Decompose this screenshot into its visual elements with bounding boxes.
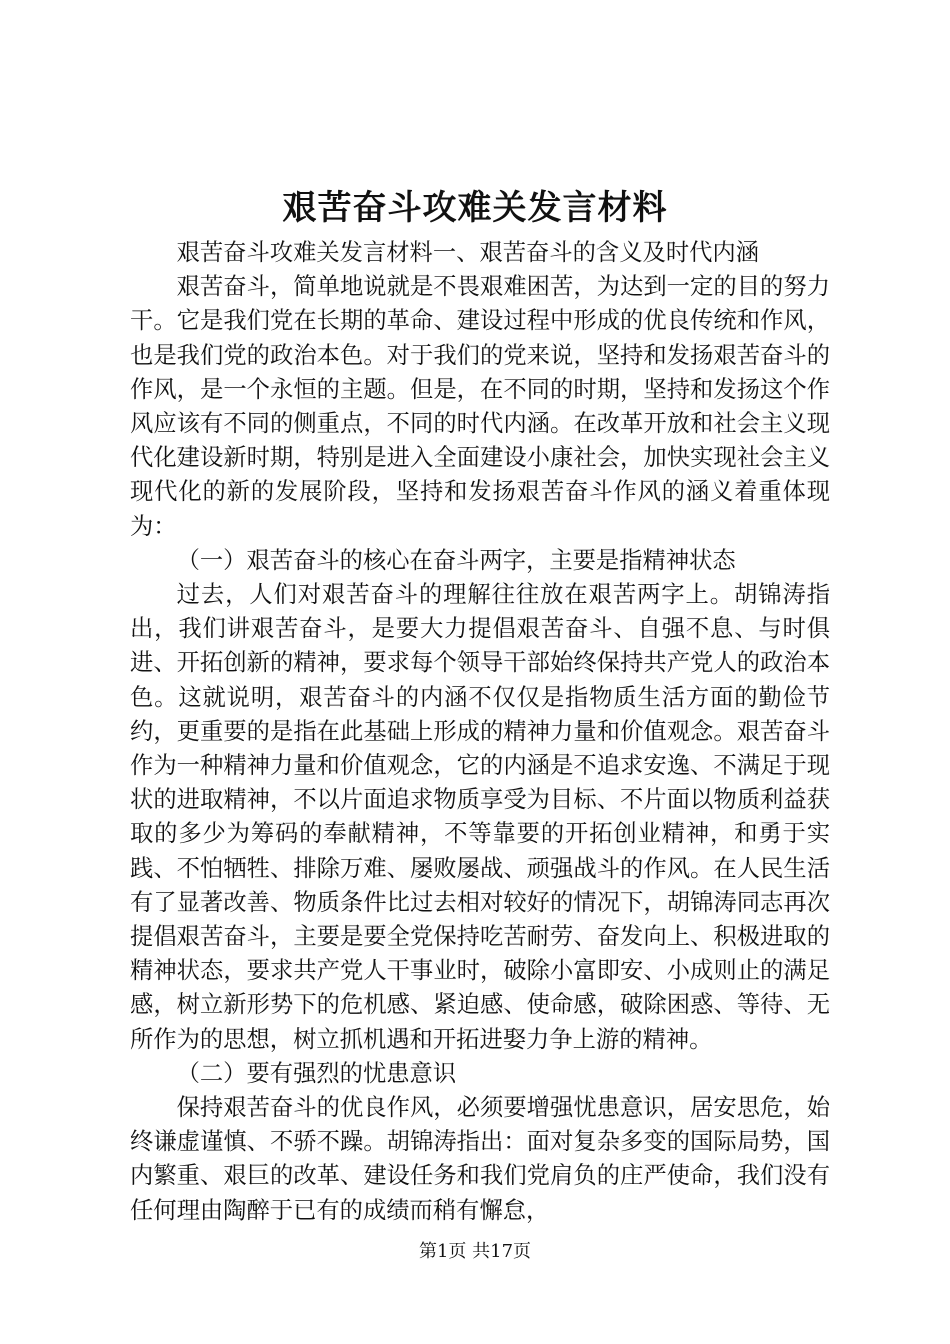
paragraph-definition: 艰苦奋斗，简单地说就是不畏艰难困苦，为达到一定的目的努力干。它是我们党在长期的革命、建设过程中形成的优良传统和作风，也是我们党的政治本色。对于我们的党来说，坚持和发扬艰苦奋斗的作风，是一个永恒的主题。但是，在不同的时期，坚持和发扬这个作风应该有不同的侧重点，不同的时代内涵。在改革开放和社会主义现代化建设新时期，特别是进入全面建设小康社会，加快实现社会主义现代化的新的发展阶段，坚持和发扬艰苦奋斗作风的涵义着重体现为： xyxy=(130,273,830,540)
paragraph-section-2: 保持艰苦奋斗的优良作风，必须要增强忧患意识，居安思危，始终谦虚谨慎、不骄不躁。胡锦涛指出：面对复杂多变的国际局势，国内繁重、艰巨的改革、建设任务和我们党肩负的庄严使命，我们没有任何理由陶醉于已有的成绩而稍有懈怠， xyxy=(130,1094,830,1224)
page-number-footer: 第1页 共17页 xyxy=(418,1241,532,1262)
paragraph-section-1: 过去，人们对艰苦奋斗的理解往往放在艰苦两字上。胡锦涛指出，我们讲艰苦奋斗，是要大力提倡艰苦奋斗、自强不息、与时俱进、开拓创新的精神，要求每个领导干部始终保持共产党人的政治本色。这就说明，艰苦奋斗的内涵不仅仅是指物质生活方面的勤俭节约，更重要的是指在此基础上形成的精神力量和价值观念。艰苦奋斗作为一种精神力量和价值观念，它的内涵是不追求安逸、不满足于现状的进取精神，不以片面追求物质享受为目标、不片面以物质利益获取的多少为筹码的奉献精神，不等靠要的开拓创业精神，和勇于实践、不怕牺牲、排除万难、屡败屡战、顽强战斗的作风。在人民生活有了显著改善、物质条件比过去相对较好的情况下，胡锦涛同志再次提倡艰苦奋斗，主要是要全党保持吃苦耐劳、奋发向上、积极进取的精神状态，要求共产党人干事业时，破除小富即安、小成则止的满足感，树立新形势下的危机感、紧迫感、使命感，破除困惑、等待、无所作为的思想，树立抓机遇和开拓进娶力争上游的精神。 xyxy=(130,581,830,1053)
section-heading-2: （二）要有强烈的忧患意识 xyxy=(176,1059,457,1087)
document-title: 艰苦奋斗攻难关发言材料 xyxy=(282,188,668,228)
document-body xyxy=(130,236,830,1228)
paragraph-intro-heading: 艰苦奋斗攻难关发言材料一、艰苦奋斗的含义及时代内涵 xyxy=(176,239,760,266)
section-heading-1: （一）艰苦奋斗的核心在奋斗两字，主要是指精神状态 xyxy=(176,546,736,574)
